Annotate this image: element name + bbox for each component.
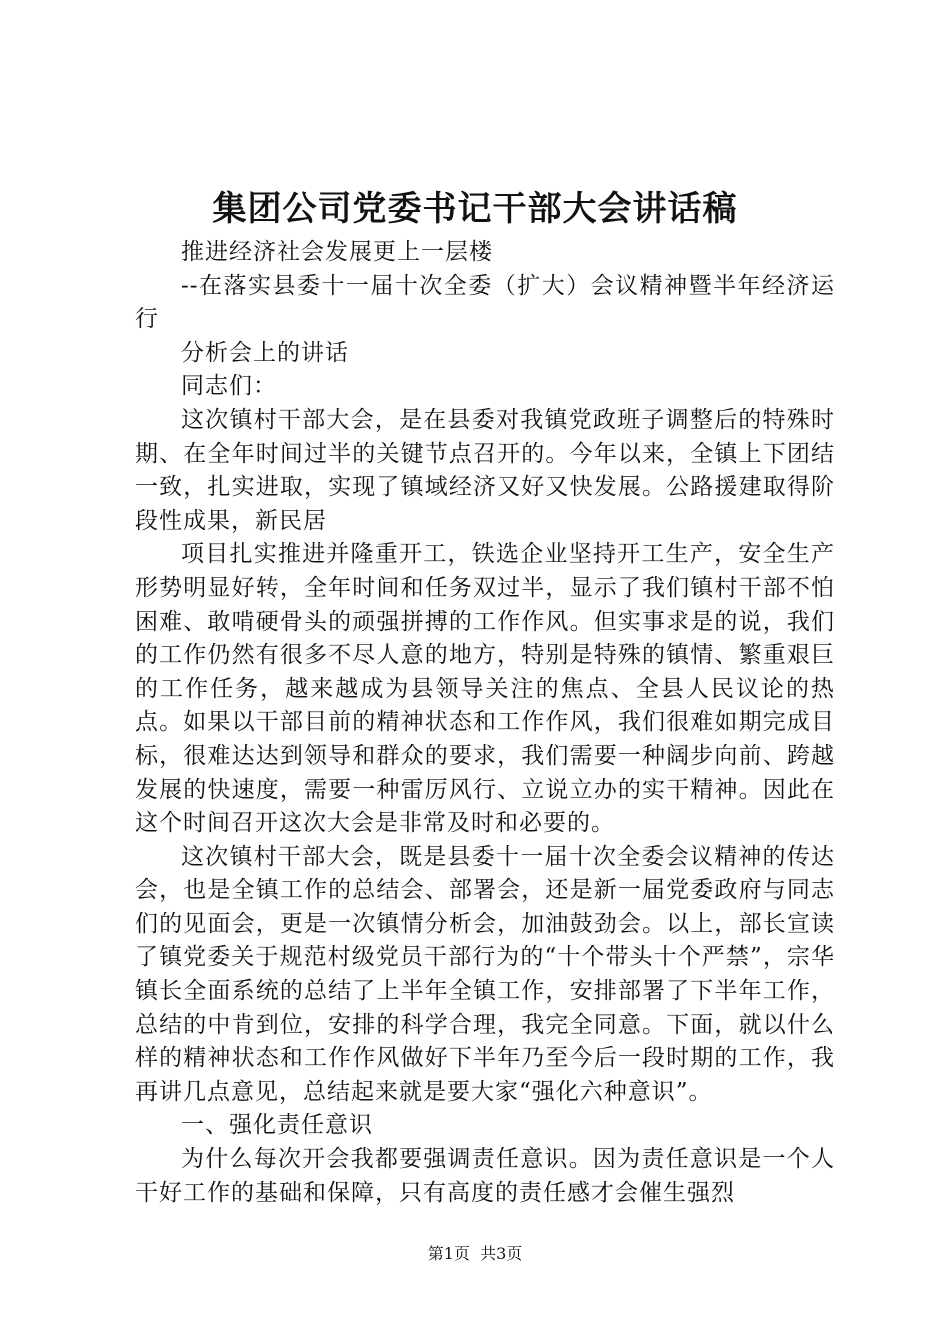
subtitle-line: 推进经济社会发展更上一层楼 (181, 239, 493, 265)
body-paragraph: 这次镇村干部大会，既是县委十一届十次全委会议精神的传达会，也是全镇工作的总结会、部署会，还是新一届党委政府与同志们的见面会，更是一次镇情分析会，加油鼓劲会。以上，部长宣读了镇党委关于规范村级党员干部行为的“十个带头十个严禁”，宗华镇长全面系统的总结了上半年全镇工作，安排部署了下半年工作，总结的中肯到位，安排的科学合理，我完全同意。下面，就以什么样的精神状态和工作作风做好下半年乃至今后一段时期的工作，我再讲几点意见，总结起来就是要大家“强化六种意识”。 (135, 843, 835, 1105)
document-title: 集团公司党委书记干部大会讲话稿 (212, 189, 738, 229)
page-total: 共3页 (480, 1244, 523, 1263)
page-footer (0, 1242, 950, 1266)
document-body (135, 236, 835, 1210)
subtitle-occasion-continued: 分析会上的讲话 (181, 339, 349, 366)
body-paragraph: 项目扎实推进并隆重开工，铁选企业坚持开工生产，安全生产形势明显好转，全年时间和任务双过半，显示了我们镇村干部不怕困难、敢啃硬骨头的顽强拼搏的工作作风。但实事求是的说，我们的工作仍然有很多不尽人意的地方，特别是特殊的镇情、繁重艰巨的工作任务，越来越成为县领导关注的焦点、全县人民议论的热点。如果以干部目前的精神状态和工作作风，我们很难如期完成目标，很难达达到领导和群众的要求，我们需要一种阔步向前、跨越发展的快速度，需要一种雷厉风行、立说立办的实干精神。因此在这个时间召开这次大会是非常及时和必要的。 (135, 541, 835, 837)
subtitle-occasion-line: --在落实县委十一届十次全委（扩大）会议精神暨半年经济运行 (135, 272, 835, 333)
body-paragraph: 这次镇村干部大会，是在县委对我镇党政班子调整后的特殊时期、在全年时间过半的关键节点召开的。今年以来，全镇上下团结一致，扎实进取，实现了镇域经济又好又快发展。公路援建取得阶段性成果，新民居 (135, 406, 835, 534)
body-paragraph: 为什么每次开会我都要强调责任意识。因为责任意识是一个人干好工作的基础和保障，只有高度的责任感才会催生强烈 (135, 1146, 835, 1206)
salutation: 同志们： (181, 373, 277, 400)
section-heading: 一、强化责任意识 (181, 1112, 373, 1139)
page-number: 第1页 (427, 1244, 470, 1263)
